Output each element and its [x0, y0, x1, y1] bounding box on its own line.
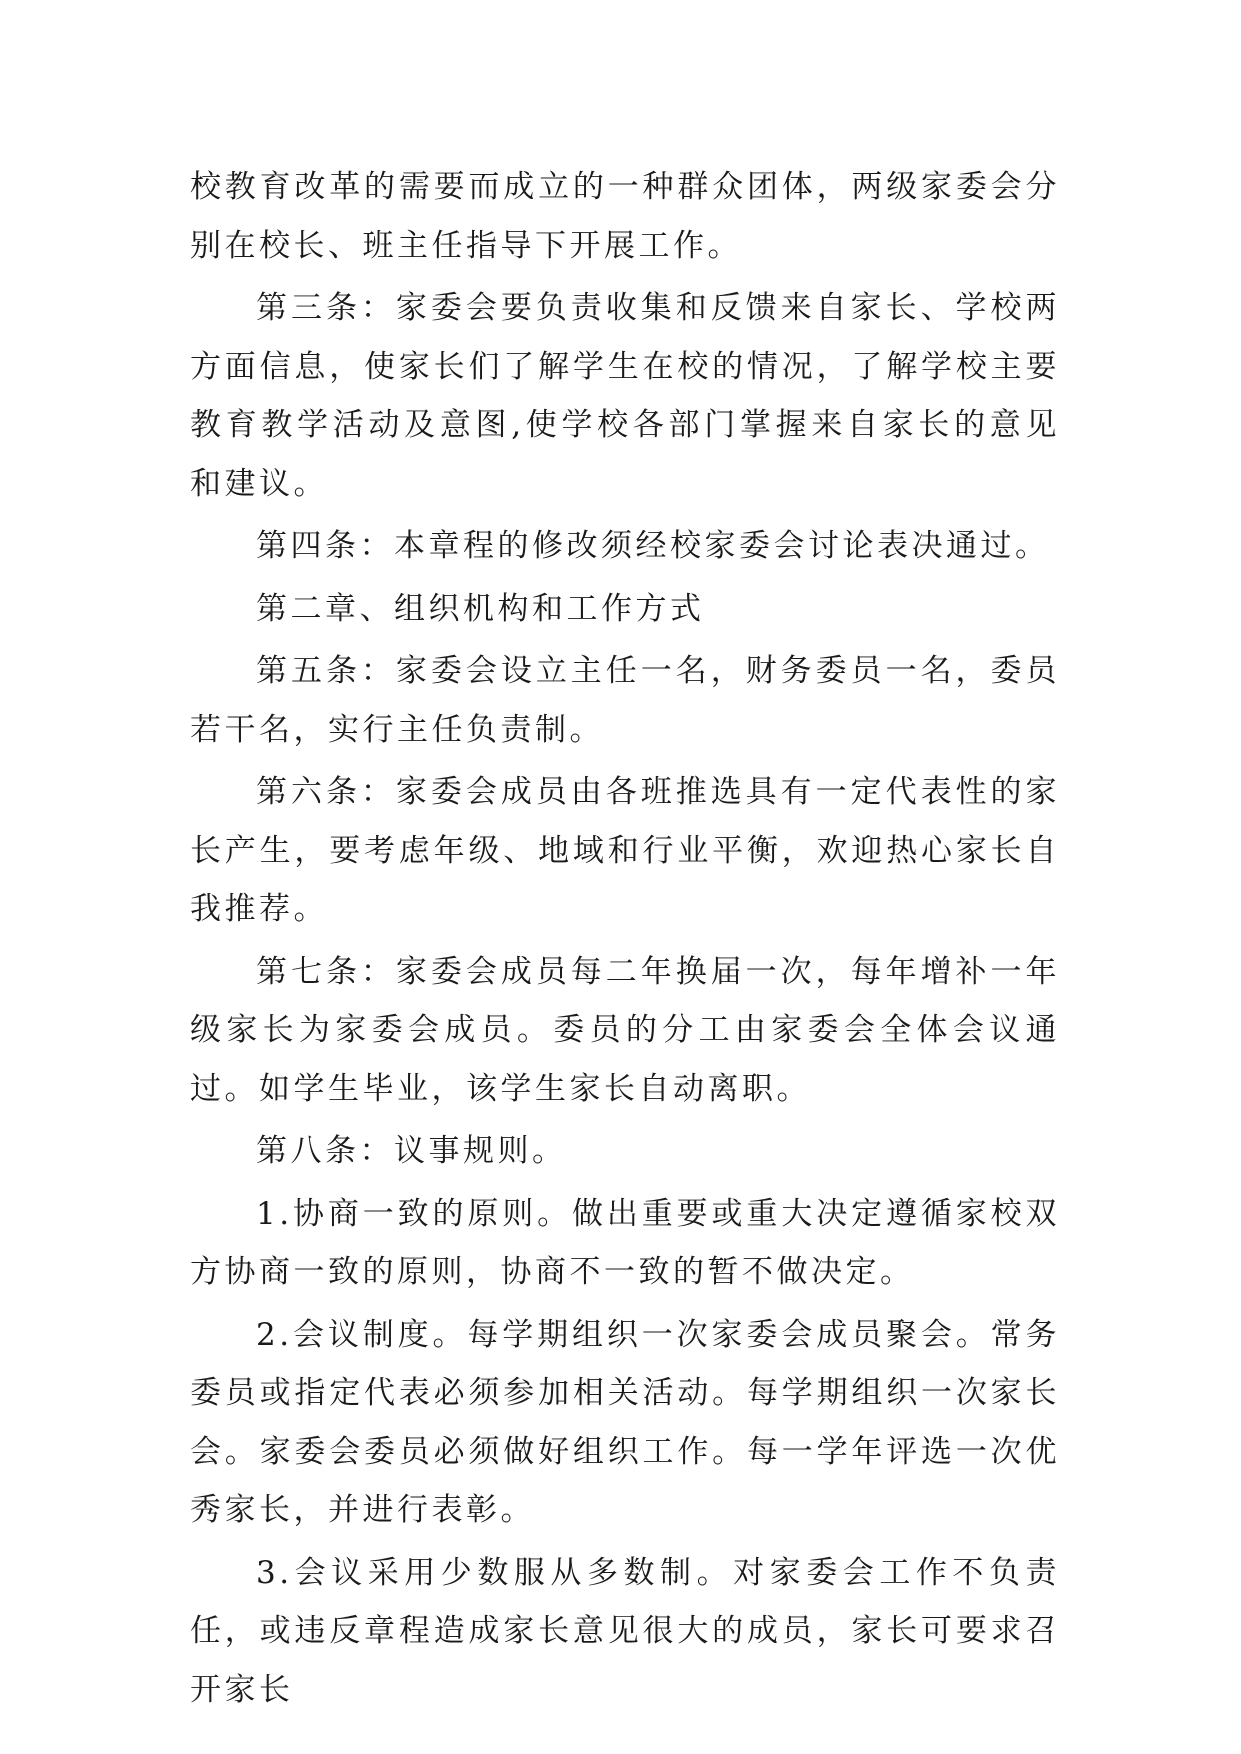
paragraph-rule-1: 1.协商一致的原则。做出重要或重大决定遵循家校双方协商一致的原则，协商不一致的暂不做决定。: [190, 1195, 1060, 1290]
paragraph-article-6: 第六条：家委会成员由各班推选具有一定代表性的家长产生，要考虑年级、地域和行业平衡，欢迎热心家长自我推荐。: [190, 774, 1060, 927]
paragraph-article-4: 第四条：本章程的修改须经校家委会讨论表决通过。: [256, 528, 1050, 564]
chapter-heading: 第二章、组织机构和工作方式: [256, 590, 705, 627]
paragraph-rule-2: 2.会议制度。每学期组织一次家委会成员聚会。常务委员或指定代表必须参加相关活动。每学期组织一次家长会。家委会委员必须做好组织工作。每一学年评选一次优秀家长，并进行表彰。: [190, 1316, 1060, 1528]
paragraph-article-5: 第五条：家委会设立主任一名，财务委员一名，委员若干名，实行主任负责制。: [190, 653, 1060, 748]
paragraph-continuation: 校教育改革的需要而成立的一种群众团体，两级家委会分别在校长、班主任指导下开展工作。: [190, 169, 1060, 264]
paragraph-rule-3: 3.会议采用少数服从多数制。对家委会工作不负责任，或违反章程造成家长意见很大的成员，家长可要求召开家长: [190, 1554, 1060, 1708]
paragraph-article-8: 第八条：议事规则。: [256, 1133, 567, 1169]
document-page: [190, 158, 1060, 1719]
paragraph-article-3: 第三条：家委会要负责收集和反馈来自家长、学校两方面信息，使家长们了解学生在校的情况，了解学校主要教育教学活动及意图,使学校各部门掌握来自家长的意见和建议。: [190, 290, 1060, 502]
paragraph-article-7: 第七条：家委会成员每二年换届一次，每年增补一年级家长为家委会成员。委员的分工由家委会全体会议通过。如学生毕业，该学生家长自动离职。: [190, 953, 1060, 1107]
